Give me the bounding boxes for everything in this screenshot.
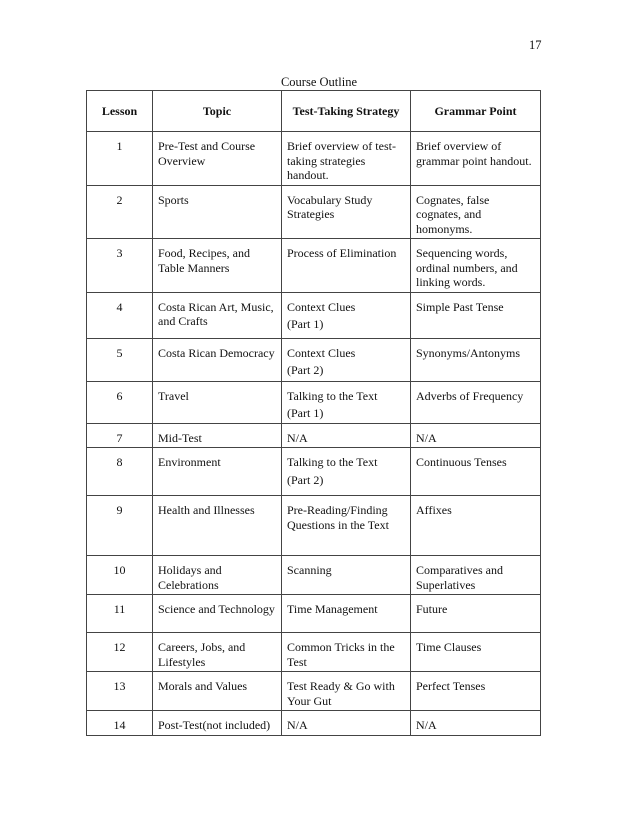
topic-cell [153, 633, 282, 672]
strategy-cell-text: Common Tricks in the Test [287, 640, 395, 669]
lesson-number-cell-text: 2 [116, 192, 123, 207]
topic-cell [153, 496, 282, 556]
strategy-cell-text: Scanning [287, 563, 332, 577]
lesson-number-cell [87, 496, 153, 556]
topic-cell-text: Costa Rican Democracy [158, 345, 275, 360]
grammar-point-cell [411, 185, 541, 239]
table-row [87, 132, 541, 186]
lesson-number-cell-text: 1 [116, 139, 123, 153]
table-row [87, 711, 541, 736]
table-body [87, 132, 541, 736]
grammar-point-cell [411, 672, 541, 711]
lesson-number-cell [87, 633, 153, 672]
table-row [87, 338, 541, 381]
lesson-number-cell [87, 239, 153, 293]
strategy-part-label: (Part 1) [287, 406, 324, 420]
header-lesson: Lesson [87, 91, 153, 132]
strategy-cell [282, 556, 411, 595]
strategy-part-label: (Part 2) [287, 472, 324, 487]
grammar-point-cell-text: Adverbs of Frequency [416, 388, 524, 403]
topic-cell [153, 381, 282, 423]
lesson-number-cell-text: 12 [113, 640, 126, 654]
strategy-cell [282, 633, 411, 672]
topic-cell-text: Food, Recipes, and Table Manners [158, 246, 250, 275]
grammar-point-cell-text: N/A [416, 430, 437, 445]
lesson-number-cell-text: 4 [116, 299, 123, 314]
lesson-number-cell-text: 8 [116, 455, 123, 469]
lesson-number-cell-text: 10 [113, 563, 126, 577]
strategy-cell [282, 595, 411, 633]
strategy-cell-text: Context Clues [287, 345, 356, 360]
topic-cell [153, 595, 282, 633]
lesson-number-cell [87, 448, 153, 496]
topic-cell [153, 338, 282, 381]
strategy-cell-text: Process of Elimination [287, 246, 397, 260]
topic-cell [153, 672, 282, 711]
grammar-point-cell-text: N/A [416, 718, 437, 732]
lesson-number-cell-text: 14 [113, 718, 126, 732]
table-row [87, 633, 541, 672]
topic-cell-text: Sports [158, 192, 189, 207]
lesson-number-cell-text: 3 [116, 246, 123, 260]
grammar-point-cell-text: Affixes [416, 503, 452, 517]
grammar-point-cell [411, 132, 541, 186]
strategy-cell [282, 423, 411, 448]
grammar-point-cell-text: Synonyms/Antonyms [416, 345, 521, 360]
grammar-point-cell-text: Future [416, 602, 448, 616]
grammar-point-cell [411, 423, 541, 448]
lesson-number-cell [87, 132, 153, 186]
strategy-cell [282, 711, 411, 736]
strategy-cell-text: Brief overview of test-taking strategies handout. [287, 139, 396, 182]
topic-cell-text: Travel [158, 388, 189, 403]
header-test-taking-strategy: Test-Taking Strategy [282, 91, 411, 132]
topic-cell-text: Science and Technology [158, 602, 275, 616]
table-row [87, 292, 541, 338]
grammar-point-cell-text: Cognates, false cognates, and homonyms. [416, 192, 490, 236]
table-row [87, 672, 541, 711]
lesson-number-cell [87, 381, 153, 423]
strategy-cell [282, 448, 411, 496]
grammar-point-cell [411, 633, 541, 672]
topic-cell-text: Holidays and Celebrations [158, 563, 222, 592]
topic-cell [153, 556, 282, 595]
grammar-point-cell [411, 239, 541, 293]
grammar-point-cell [411, 381, 541, 423]
lesson-number-cell-text: 13 [113, 679, 126, 693]
strategy-cell [282, 338, 411, 381]
grammar-point-cell-text: Time Clauses [416, 640, 482, 654]
strategy-cell [282, 496, 411, 556]
grammar-point-cell [411, 338, 541, 381]
strategy-cell-text: Time Management [287, 602, 378, 616]
table-row [87, 185, 541, 239]
topic-cell [153, 711, 282, 736]
topic-cell [153, 448, 282, 496]
grammar-point-cell-text: Simple Past Tense [416, 299, 504, 314]
header-grammar-point: Grammar Point [411, 91, 541, 132]
table-row [87, 448, 541, 496]
page-title: Course Outline [280, 75, 358, 89]
topic-cell [153, 132, 282, 186]
table-row [87, 556, 541, 595]
strategy-cell-text: Context Clues [287, 299, 356, 314]
grammar-point-cell [411, 556, 541, 595]
grammar-point-cell-text: Perfect Tenses [416, 679, 486, 693]
topic-cell-text: Health and Illnesses [158, 503, 255, 517]
lesson-number-cell [87, 292, 153, 338]
strategy-cell-text: Vocabulary Study Strategies [287, 192, 373, 221]
table-row [87, 381, 541, 423]
topic-cell [153, 185, 282, 239]
lesson-number-cell [87, 185, 153, 239]
lesson-number-cell [87, 338, 153, 381]
strategy-cell [282, 239, 411, 293]
topic-cell [153, 423, 282, 448]
table-row [87, 496, 541, 556]
strategy-cell-text: Pre-Reading/Finding Questions in the Text [287, 503, 389, 532]
page-number: 17 [529, 38, 542, 52]
lesson-number-cell-text: 7 [116, 430, 123, 445]
strategy-cell [282, 292, 411, 338]
grammar-point-cell-text: Brief overview of grammar point handout. [416, 139, 532, 168]
table-row [87, 595, 541, 633]
grammar-point-cell [411, 448, 541, 496]
topic-cell-text: Pre-Test and Course Overview [158, 139, 256, 168]
lesson-number-cell [87, 711, 153, 736]
strategy-cell [282, 672, 411, 711]
lesson-number-cell-text: 11 [113, 602, 126, 616]
topic-cell-text: Environment [158, 455, 221, 469]
topic-cell [153, 292, 282, 338]
strategy-cell-text: N/A [287, 430, 308, 445]
lesson-number-cell-text: 6 [116, 388, 123, 403]
topic-cell-text: Mid-Test [158, 430, 202, 445]
strategy-cell [282, 132, 411, 186]
grammar-point-cell [411, 496, 541, 556]
grammar-point-cell-text: Continuous Tenses [416, 455, 507, 469]
strategy-cell [282, 185, 411, 239]
lesson-number-cell-text: 9 [116, 503, 123, 517]
topic-cell-text: Post-Test(not included) [158, 718, 271, 732]
lesson-number-cell [87, 672, 153, 711]
topic-cell-text: Costa Rican Art, Music, and Crafts [158, 299, 274, 328]
grammar-point-cell-text: Sequencing words, ordinal numbers, and linking words. [416, 246, 518, 289]
strategy-part-label: (Part 1) [287, 317, 324, 331]
topic-cell-text: Morals and Values [158, 679, 248, 693]
table-row [87, 423, 541, 448]
grammar-point-cell-text: Comparatives and Superlatives [416, 563, 503, 592]
strategy-cell-text: Talking to the Text [287, 455, 378, 469]
table-row [87, 239, 541, 293]
strategy-cell-text: N/A [287, 718, 308, 732]
grammar-point-cell [411, 595, 541, 633]
strategy-cell [282, 381, 411, 423]
grammar-point-cell [411, 711, 541, 736]
course-outline-table [86, 90, 541, 736]
lesson-number-cell-text: 5 [116, 345, 123, 360]
topic-cell-text: Careers, Jobs, and Lifestyles [158, 640, 246, 669]
header-topic: Topic [153, 91, 282, 132]
topic-cell [153, 239, 282, 293]
strategy-cell-text: Talking to the Text [287, 388, 378, 403]
lesson-number-cell [87, 423, 153, 448]
lesson-number-cell [87, 595, 153, 633]
strategy-part-label: (Part 2) [287, 363, 324, 377]
grammar-point-cell [411, 292, 541, 338]
table-header-row [87, 91, 541, 132]
strategy-cell-text: Test Ready & Go with Your Gut [287, 679, 395, 708]
lesson-number-cell [87, 556, 153, 595]
